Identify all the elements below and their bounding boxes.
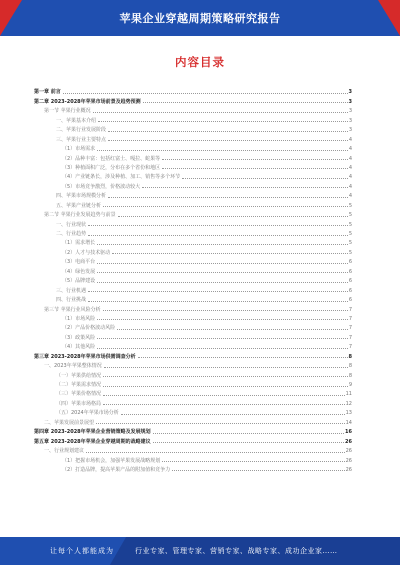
toc-leader-dots — [103, 385, 348, 387]
toc-entry[interactable] — [34, 454, 352, 463]
toc-entry[interactable] — [34, 237, 352, 246]
footer-roles: 行业专家、管理专家、营销专家、战略专家、成功企业家…… — [135, 547, 338, 555]
toc-entry-label: （3）种植面积广泛，分布在多个省份和地区 — [62, 164, 161, 171]
toc-entry-page: 6 — [348, 268, 352, 275]
toc-entry-page: 3 — [348, 98, 352, 105]
toc-entry-label: 第四章 2023-2028年苹果企业营销策略及发展规划 — [34, 429, 151, 436]
toc-entry[interactable] — [34, 322, 352, 331]
toc-entry[interactable] — [34, 256, 352, 265]
toc-entry[interactable] — [34, 143, 352, 152]
toc-entry[interactable] — [34, 133, 352, 142]
toc-entry-page: 7 — [348, 325, 352, 332]
toc-entry-label: 一、行业现状 — [56, 221, 87, 228]
toc-leader-dots — [97, 281, 348, 283]
toc-entry[interactable] — [34, 124, 352, 133]
toc-leader-dots — [96, 422, 345, 424]
toc-entry-label: 一、行业规划建议 — [44, 448, 85, 455]
toc-entry[interactable] — [34, 162, 352, 171]
toc-entry-label: 第五章 2023-2028年苹果企业穿越周期的战略建议 — [34, 438, 151, 445]
toc-entry-label: （二）苹果需求情况 — [56, 382, 102, 388]
toc-leader-dots — [86, 451, 345, 453]
toc-entry[interactable] — [34, 86, 352, 95]
toc-entry-label: （2）人才与技术驱动 — [62, 249, 111, 256]
report-header — [0, 0, 400, 36]
toc-leader-dots — [97, 271, 348, 273]
toc-entry-label: （2）品种丰富：包括红富士、嘎拉、蛇果等 — [62, 155, 161, 162]
toc-entry-page: 12 — [345, 400, 352, 407]
toc-leader-dots — [88, 300, 348, 302]
toc-entry-page: 5 — [348, 249, 352, 256]
toc-entry[interactable] — [34, 284, 352, 293]
toc-leader-dots — [103, 309, 348, 311]
toc-entry-page: 26 — [345, 457, 352, 464]
toc-entry-page: 26 — [345, 466, 352, 473]
toc-entry-label: （3）电商平台 — [62, 259, 96, 266]
toc-entry-page: 4 — [348, 146, 352, 153]
toc-entry-label: （1）把握市场机会，加强苹果发展战略规划 — [62, 457, 161, 464]
toc-entry-label: （1）市场需求 — [62, 146, 96, 153]
toc-leader-dots — [93, 111, 348, 113]
toc-entry[interactable] — [34, 388, 352, 397]
toc-entry-page: 3 — [348, 108, 352, 115]
toc-entry-label: （4）绿色发展 — [62, 268, 96, 275]
toc-leader-dots — [162, 167, 348, 169]
toc-entry-page: 9 — [348, 382, 352, 388]
toc-entry-label: 一、苹果基本介绍 — [56, 117, 97, 124]
toc-entry[interactable] — [34, 246, 352, 255]
toc-leader-dots — [63, 92, 348, 94]
toc-entry-page: 3 — [348, 117, 352, 124]
toc-leader-dots — [104, 366, 348, 368]
toc-leader-dots — [97, 262, 348, 264]
toc-leader-dots — [103, 394, 345, 396]
toc-leader-dots — [98, 120, 348, 122]
toc-entry-page: 7 — [348, 344, 352, 351]
toc-entry[interactable] — [34, 95, 352, 104]
table-of-contents — [34, 86, 352, 473]
toc-entry[interactable] — [34, 331, 352, 340]
toc-entry[interactable] — [34, 209, 352, 218]
toc-leader-dots — [118, 215, 348, 217]
toc-leader-dots — [108, 139, 348, 141]
toc-entry-page: 7 — [348, 306, 352, 313]
toc-entry[interactable] — [34, 303, 352, 312]
toc-leader-dots — [88, 234, 348, 236]
toc-leader-dots — [142, 186, 348, 188]
toc-entry-page: 4 — [348, 136, 352, 143]
toc-leader-dots — [162, 460, 344, 462]
toc-entry-label: （2）打造品牌，提高苹果产品的附加值和竞争力 — [62, 466, 171, 473]
toc-entry-page: 6 — [348, 259, 352, 266]
toc-leader-dots — [97, 337, 348, 339]
toc-leader-dots — [108, 130, 348, 132]
toc-leader-dots — [143, 101, 348, 103]
toc-leader-dots — [172, 469, 344, 471]
toc-entry-page: 5 — [348, 240, 352, 247]
toc-entry-page: 6 — [348, 278, 352, 285]
toc-entry[interactable] — [34, 218, 352, 227]
toc-entry-page: 5 — [348, 221, 352, 228]
toc-entry-label: 第一节 苹果行业概况 — [44, 108, 91, 115]
toc-entry-label: 第三节 苹果行业风险分析 — [44, 306, 101, 313]
toc-entry-page: 26 — [345, 448, 352, 455]
toc-entry-page: 4 — [348, 193, 352, 200]
toc-entry-page: 16 — [345, 429, 352, 436]
toc-leader-dots — [97, 243, 348, 245]
toc-entry[interactable] — [34, 171, 352, 180]
toc-leader-dots — [108, 196, 348, 198]
toc-entry[interactable] — [34, 464, 352, 473]
toc-leader-dots — [121, 413, 345, 415]
footer-slogan: 让每个人都能成为 — [50, 547, 114, 555]
toc-entry-label: 五、苹果产业链分析 — [56, 202, 102, 209]
toc-leader-dots — [88, 290, 348, 292]
toc-entry-label: 三、行业机遇 — [56, 287, 87, 294]
toc-leader-dots — [182, 177, 348, 179]
toc-entry-label: 三、苹果行业主要特点 — [56, 136, 107, 143]
toc-leader-dots — [97, 149, 348, 151]
toc-entry[interactable] — [34, 199, 352, 208]
toc-leader-dots — [103, 403, 345, 405]
toc-entry-page: 8 — [348, 363, 352, 370]
toc-leader-dots — [97, 347, 348, 349]
toc-entry[interactable] — [34, 341, 352, 350]
toc-entry[interactable] — [34, 416, 352, 425]
toc-entry[interactable] — [34, 435, 352, 444]
toc-entry-label: 第三章 2023-2028年苹果市场供需调查分析 — [34, 353, 136, 360]
toc-entry-label: 第一章 前言 — [34, 89, 61, 96]
toc-entry[interactable] — [34, 275, 352, 284]
toc-leader-dots — [117, 328, 348, 330]
toc-entry-page: 4 — [348, 183, 352, 190]
toc-entry-page: 5 — [348, 202, 352, 209]
toc-entry-label: （一）苹果供给情况 — [56, 372, 102, 379]
toc-entry[interactable] — [34, 379, 352, 388]
toc-entry-label: （5）品牌建设 — [62, 278, 96, 285]
toc-entry-page: 5 — [348, 231, 352, 237]
toc-entry[interactable] — [34, 397, 352, 406]
toc-entry-page: 7 — [348, 315, 352, 322]
toc-entry-page: 6 — [348, 287, 352, 294]
toc-entry-label: 一、2023年苹果整体情况 — [44, 363, 102, 370]
toc-entry[interactable] — [34, 152, 352, 161]
toc-entry-page: 26 — [345, 438, 352, 445]
toc-entry-label: （2）产品价格波动风险 — [62, 325, 116, 332]
toc-entry-page: 8 — [348, 372, 352, 379]
toc-entry[interactable] — [34, 350, 352, 359]
toc-entry-label: （3）政策风险 — [62, 334, 96, 341]
toc-entry[interactable] — [34, 228, 352, 237]
toc-leader-dots — [153, 441, 344, 443]
toc-leader-dots — [153, 432, 344, 434]
toc-leader-dots — [112, 252, 348, 254]
toc-leader-dots — [103, 205, 348, 207]
toc-entry[interactable] — [34, 265, 352, 274]
toc-entry-page: 3 — [348, 127, 352, 134]
toc-entry-page: 7 — [348, 334, 352, 341]
toc-entry[interactable] — [34, 114, 352, 123]
toc-entry-label: （五）2024年苹果市场分析 — [56, 410, 119, 417]
toc-entry-label: （1）市场风险 — [62, 315, 96, 322]
toc-entry[interactable] — [34, 445, 352, 454]
toc-entry-page: 6 — [348, 297, 352, 304]
toc-entry-label: （1）需求增长 — [62, 240, 96, 247]
toc-entry[interactable] — [34, 407, 352, 416]
toc-entry-page: 4 — [348, 164, 352, 171]
toc-entry[interactable] — [34, 190, 352, 199]
toc-entry-label: 二、行业趋势 — [56, 231, 87, 237]
toc-entry-label: 第二节 苹果行业发展趋势与前景 — [44, 212, 116, 219]
toc-leader-dots — [103, 375, 348, 377]
toc-entry-label: 第二章 2023-2028年苹果市场前景及趋势预测 — [34, 98, 141, 105]
toc-entry-page: 3 — [348, 89, 352, 96]
toc-entry-label: 四、苹果市场规模分析 — [56, 193, 107, 200]
report-footer — [0, 537, 400, 565]
toc-entry-page: 4 — [348, 174, 352, 181]
toc-leader-dots — [97, 318, 348, 320]
toc-entry[interactable] — [34, 180, 352, 189]
report-title: 苹果企业穿越周期策略研究报告 — [119, 12, 281, 25]
toc-entry-label: 二、苹果发展前景展望 — [44, 419, 95, 426]
toc-entry[interactable] — [34, 105, 352, 114]
toc-entry-label: 四、行业挑战 — [56, 297, 87, 304]
toc-entry-label: （三）苹果价格情况 — [56, 391, 102, 398]
toc-entry[interactable] — [34, 313, 352, 322]
toc-leader-dots — [88, 224, 348, 226]
toc-entry-label: （5）市场竞争激烈，价格波动较大 — [62, 183, 141, 190]
toc-leader-dots — [162, 158, 348, 160]
toc-leader-dots — [138, 356, 348, 358]
toc-entry-page: 5 — [348, 212, 352, 219]
toc-entry-label: （四）苹果市场格局 — [56, 400, 102, 407]
toc-entry-page: 8 — [348, 353, 352, 360]
toc-heading: 内容目录 — [175, 55, 225, 69]
toc-entry-page: 11 — [345, 391, 352, 398]
toc-entry-page: 14 — [345, 419, 352, 426]
toc-entry[interactable] — [34, 294, 352, 303]
toc-entry[interactable] — [34, 369, 352, 378]
toc-entry-label: （4）产业链条长，涉及种植、加工、销售等多个环节 — [62, 174, 181, 181]
toc-entry[interactable] — [34, 426, 352, 435]
toc-entry-label: 二、苹果行业发展阶段 — [56, 127, 107, 134]
toc-entry-page: 13 — [345, 410, 352, 417]
toc-entry-page: 4 — [348, 155, 352, 162]
toc-entry[interactable] — [34, 360, 352, 369]
toc-entry-label: （4）其他风险 — [62, 344, 96, 351]
